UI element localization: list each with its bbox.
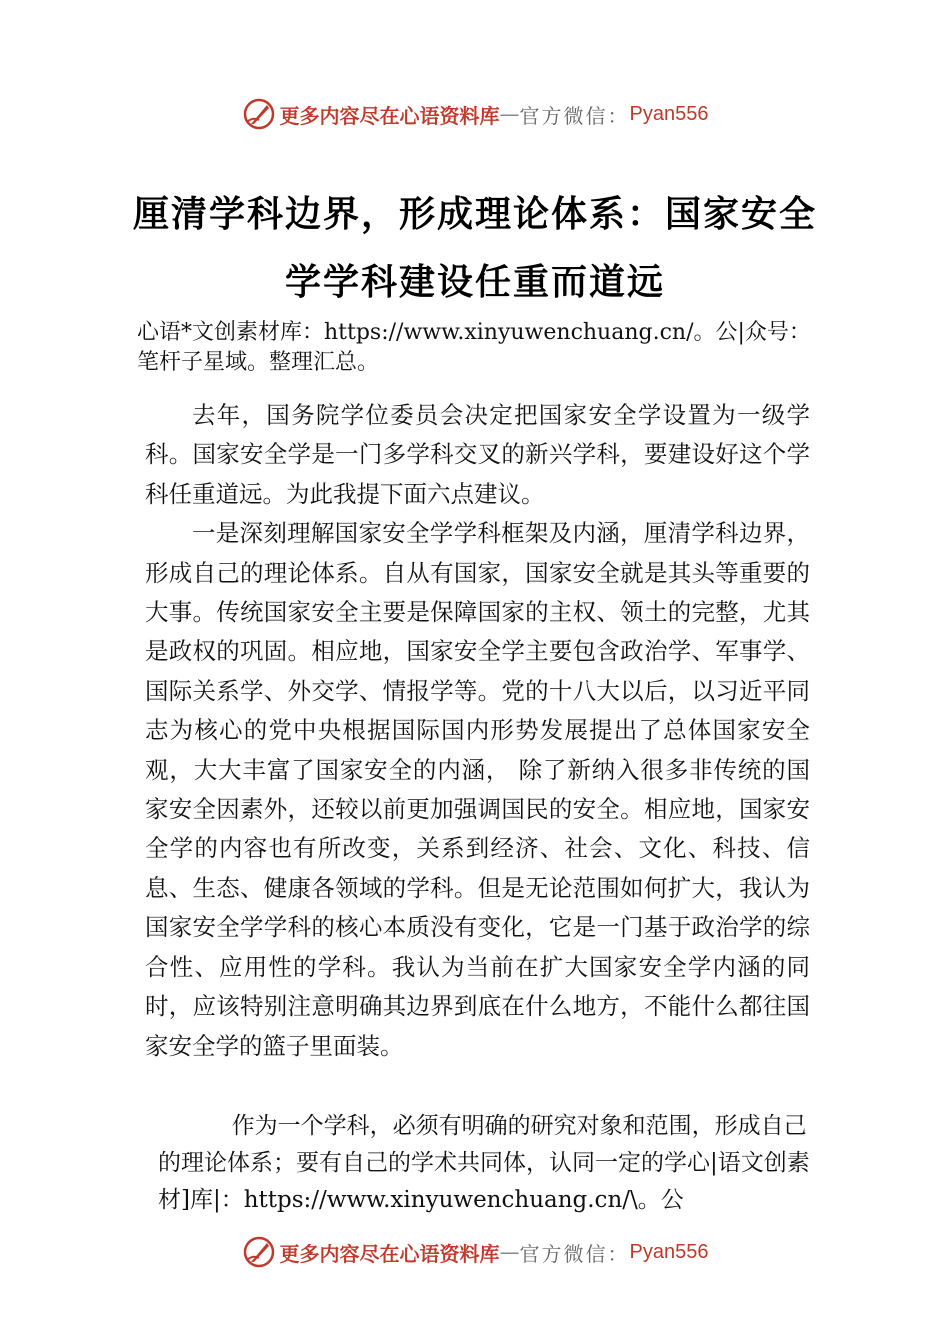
document-body-continued	[158, 1108, 813, 1219]
document-body	[145, 396, 810, 1066]
banner-wechat-label: 官方微信：	[519, 103, 630, 128]
banner-dash: —	[499, 102, 520, 126]
footer-banner	[0, 1232, 950, 1272]
source-note: 心语*文创素材库：https://www.xinyuwenchuang.cn/。公|众号：笔杆子星域。整理汇总。	[137, 320, 811, 375]
quill-logo-icon	[242, 1235, 276, 1269]
banner-main-text: 更多内容尽在心语资料库	[279, 1241, 500, 1266]
document-title-line2: 学学科建设任重而道远	[284, 262, 665, 303]
paragraph-point-one: 一是深刻理解国家安全学学科框架及内涵，厘清学科边界，形成自己的理论体系。自从有国家，国家安全就是其头等重要的大事。传统国家安全主要是保障国家的主权、领土的完整，尤其是政权的巩固。相应地，国家安全学主要包含政治学、军事学、国际关系学、外交学、情报学等。党的十八大以后，以习近平同志为核心的党中央根据国际国内形势发展提出了总体国家安全观，大大丰富了国家安全的内涵， 除了新纳入很多非传统的国家安全因素外，还较以前更加强调国民的安全。相应地，国家安全学的内容也有所改变，关系到经济、社会、文化、科技、信息、生态、健康各领域的学科。但是无论范围如何扩大，我认为国家安全学学科的核心本质没有变化，它是一门基于政治学的综合性、应用性的学科。我认为当前在扩大国家安全学内涵的同时，应该特别注意明确其边界到底在什么地方，不能什么都往国家安全学的篮子里面装。	[145, 519, 810, 1060]
quill-logo-icon	[242, 97, 276, 131]
paragraph-tail: 作为一个学科，必须有明确的研究对象和范围，形成自己的理论体系；要有自己的学术共同体，认同一定的学心|语文创素材]库|：https://www.xinyuwenchuang.cn/\。公	[158, 1113, 810, 1213]
banner-main-text: 更多内容尽在心语资料库	[279, 103, 500, 128]
banner-wechat-id: Pyan556	[629, 1240, 709, 1263]
document-title-line1: 厘清学科边界，形成理论体系：国家安全	[132, 194, 817, 235]
banner-dash: —	[499, 1240, 520, 1264]
header-banner	[0, 94, 950, 134]
banner-wechat-id: Pyan556	[629, 102, 709, 125]
paragraph-intro: 去年，国务院学位委员会决定把国家安全学设置为一级学科。国家安全学是一门多学科交叉的新兴学科，要建设好这个学科任重道远。为此我提下面六点建议。	[145, 401, 810, 508]
banner-wechat-label: 官方微信：	[519, 1241, 630, 1266]
